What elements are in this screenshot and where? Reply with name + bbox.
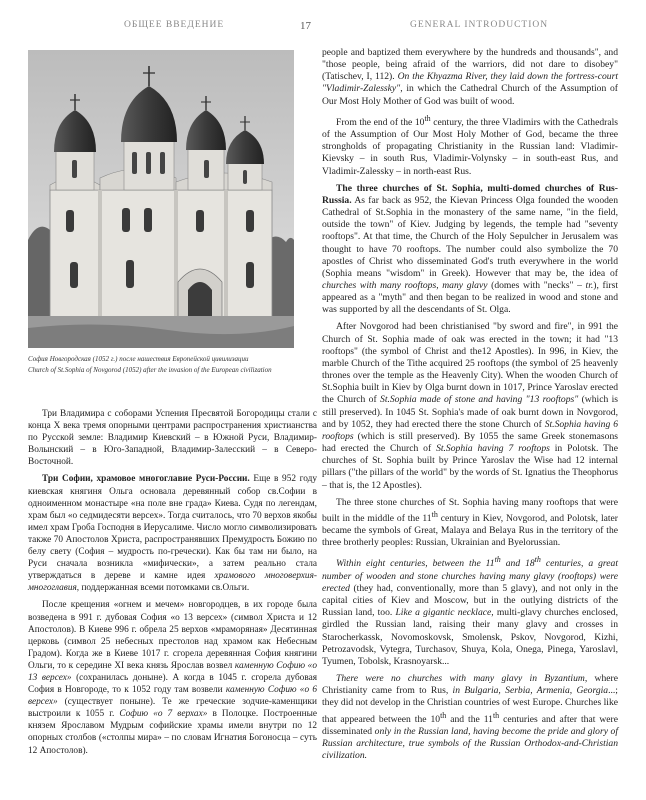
paragraph: Три Софии, храмовое многоглавие Руси-России. Еще в 952 году киевская княгиня Ольга основала деревянный собор св.Софии в одноименном монастыре «на поле вне града» Киева. Судя по легендам, храм был «о седмидесяти версех». Тогда считалось, что 70 верхов якобы имел храм Гроба Господня в Иерусалиме. Число могло символизировать также 70 Апостолов Христа, распространявших Премудрость Божию по белу свету (София – мудрость по-гречески). Как бы там ни было, на Руси сначала возникла «мифически», а затем реально стала утверждаться в дереве и камне идея храмового многоверхия-многоглавия, поддержанная всеми потомками св.Ольги. xyxy=(28,474,317,594)
running-header-right: GENERAL INTRODUCTION xyxy=(410,20,549,30)
paragraph: The three churches of St. Sophia, multi-domed churches of Rus-Russia. As far back as 952, the Kievan Princess Olga founded the wooden Cathedral of St.Sophia in the monastery of the same name, "in the field, outside the town" of Kiev. Judging by legends, the temple had "seventy rooftops". At that time, the Church of the Holy Sepulcher in Jerusalem was thought to have 70 rooftops. The number could also symbolize the 70 apostles of Christ who disseminated God's truth everywhere in the world (Sophia means "wisdom" in Greek). However that may be, the idea of churches with many rooftops, many glavy (domes with "necks" – tr.), first appeared as a "myth" and then began to be realized in wood and stone and was supported by all the descendants of St. Olga. xyxy=(322,182,618,316)
paragraph: There were no churches with many glavy in Byzantium, where Christianity came from to Rus, in Bulgaria, Serbia, Armenia, Georgia...; they did not develop in the Christian countries of west Europe. Churches like that appeared between the 10th and the 11th centuries and after that were disseminated only in the Russian land, having become the pride and glory of Russian architecture, true symbols of the Russian Orthodox-and-Christian civilization. xyxy=(322,673,619,762)
running-header-left: ОБЩЕЕ ВВЕДЕНИЕ xyxy=(124,20,225,30)
caption-russian: София Новгородская (1052 г.) после нашествия Европейской цивилизации xyxy=(28,355,249,363)
paragraph: After Novgorod had been christianised "by sword and fire", in 991 the Church of St. Sophia made of oak was erected in the town; it had "13 rooftops" (the symbol of Christ and the12 Apostles). In 996, in Kiev, the marble Church of the Tithe acquired 25 rooftops (the symbol of 25 heavenly thrones over the temple as the Heavenly City). When the wooden Church of St.Sophia built in Kiev by Olga burnt down in 1017, Prince Yaroslav erected the Church of St.Sophia made of stone and having "13 rooftops" (which is still preserved). In 1045 St. Sophia's made of oak burnt down in Novgorod, and by 1052, they had erected there the stone Church of St.Sophia having 6 rooftops (which is still preserved). By 1055 the same Greek stonemasons had erected the Church of St.Sophia having 7 rooftops in Polotsk. The churches of St. Sophia built by Prince Yaroslav the Wise had 12 internal pillars ("the pillars of the world" by the words of St. Ignatius the Theophorus – that is, the 12 Apostles). xyxy=(322,321,619,491)
english-text-column xyxy=(322,47,618,762)
paragraph: После крещения «огнем и мечем» новгородцев, в их городе была возведена в 991 г. дубовая София «о 13 версех» (символ Христа и 12 Апостолов). В Киеве 996 г. обрела 25 верхов «мраморяная» Десятинная церковь (символ 25 небесных престолов над храмом как Небесным Градом). Когда же в Киеве 1017 г. сгорела деревянная София княгини Ольги, то к середине XI века князь Ярослав возвел каменную Софию «о 13 версех» (сохранилась доныне). А когда в 1045 г. сгорела дубовая София в Новгороде, то к 1052 году там возвели каменную Софию «о 6 версех» (существует поныне). Те же греческие зодчие-каменщики выстроили к 1055 г. Софию «о 7 верхах» в Полоцке. Построенные князем Ярославом Мудрым софийские храмы имели внутри по 12 опорных столбов («столпы мира» – по словам Игнатия Богоносца – суть 12 Апостолов). xyxy=(28,600,318,756)
page-number: 17 xyxy=(300,20,311,32)
photo-caption xyxy=(28,354,318,376)
paragraph: people and baptized them everywhere by the hundreds and thousands", and "those people, being afraid of the warriors, did not dare to disobey" (Tatischev, I, 112). On the Khyazma River, they laid down the fortress-court "Vladimir-Zalessky", in which the Cathedral Church of the Assumption of Our Most Holy Mother of God was built of wood. xyxy=(322,47,619,107)
church-photograph xyxy=(28,50,294,348)
paragraph: Три Владимира с соборами Успения Пресвятой Богородицы стали с конца X века тремя опорными центрами распространения христианства по Русской земле: Владимир Киевский – в Южной Руси, Владимир-Волынский – в Юго-Западной, Владимир-Залесский – в Северо-Восточной. xyxy=(28,409,317,468)
russian-text-column xyxy=(28,408,317,757)
caption-english: Church of St.Sophia of Novgorod (1052) after the invasion of the European civilization xyxy=(28,366,272,374)
paragraph: The three stone churches of St. Sophia having many rooftops that were built in the middle of the 11th century in Kiev, Novgorod, and Polotsk, later became the symbols of Great, Malaya and Belaya Rus in the territory of the three brotherly peoples: Russian, Ukrainian and Byelorussian. xyxy=(322,496,618,549)
paragraph: Within eight centuries, between the 11th and 18th centuries, a great number of wooden and stone churches having many glavy (rooftops) were erected (they had, conventionally, more than 5 glavy), and not only in the capital cities of Kiev and Moscow, but in the outlying districts of the Russian land, too. Like a gigantic necklace, multi-glavy churches enclosed, girdled the Russian land, raising their many glavy and crosses in Starocherkassk, Novomoskovsk, Smolensk, Pskov, Novgorod, Kizhi, Petrozavodsk, Vytegra, Turchasov, Shuya, Kola, Onega, Pinega, Yaroslavl, Tyumen, Tobolsk, Krasnoyarsk... xyxy=(322,555,618,667)
paragraph: From the end of the 10th century, the three Vladimirs with the Cathedrals of the Assumption of Our Most Holy Mother of God, became the three strongholds of propagating Christianity in the Russian land: Vladimir-Kievsky – in south Rus, Vladimir-Volynsky – in south-east Rus, and Vladimir-Zalessky – in north-east Rus. xyxy=(322,113,618,177)
